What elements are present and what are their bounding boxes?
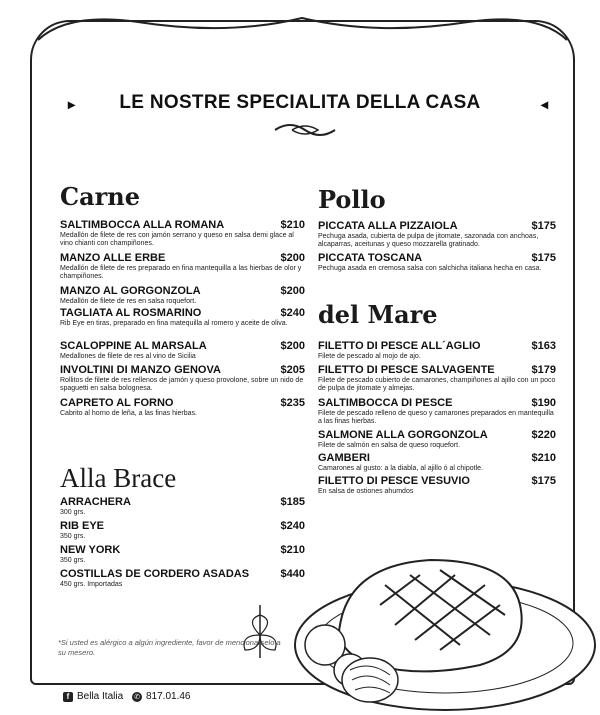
item-price: $175 xyxy=(531,252,556,264)
item-price: $210 xyxy=(531,452,556,464)
menu-item xyxy=(318,340,556,361)
facebook-label: Bella Italia xyxy=(77,691,124,702)
footer-phone xyxy=(132,691,191,702)
item-name: TAGLIATA AL ROSMARINO xyxy=(60,307,202,319)
section-heading-pollo: Pollo xyxy=(318,185,386,214)
item-description: Rollitos de filete de res rellenos de jamón y queso provolone, sobre un nido de spaguetti en salsa bolognesa. xyxy=(60,377,304,392)
item-name: FILETTO DI PESCE ALL´AGLIO xyxy=(318,340,481,352)
item-description: En salsa de ostiones ahumdos xyxy=(318,488,414,495)
menu-item xyxy=(60,520,305,541)
item-name: FILETTO DI PESCE VESUVIO xyxy=(318,475,470,487)
menu-item xyxy=(318,475,556,496)
menu-item xyxy=(60,544,305,565)
item-description: Cabrito al horno de leña, a las finas hierbas. xyxy=(60,410,197,417)
item-name: GAMBERI xyxy=(318,452,370,464)
page-title: LE NOSTRE SPECIALITA DELLA CASA xyxy=(119,92,481,113)
item-name: SALMONE ALLA GORGONZOLA xyxy=(318,429,488,441)
item-name: CAPRETO AL FORNO xyxy=(60,397,174,409)
item-price: $235 xyxy=(280,397,305,409)
item-name: FILETTO DI PESCE SALVAGENTE xyxy=(318,364,495,376)
menu-item xyxy=(318,397,556,426)
allergy-note: *Si usted es alérgico a algún ingrediente, favor de mencionarselo a su mesero. xyxy=(58,638,281,657)
item-price: $205 xyxy=(280,364,305,376)
facebook-icon: f xyxy=(63,692,73,702)
item-price: $200 xyxy=(280,340,305,352)
item-description: Medallones de filete de res al vino de Sicilia xyxy=(60,353,196,360)
item-description: Filete de pescado cubierto de camarones, champiñones al ajillo con un poco de pulpa de jitomate y almejas. xyxy=(318,377,556,392)
item-price: $185 xyxy=(280,496,305,508)
item-description: Medallón de filete de res preparado en fina mantequilla a las hierbas de olor y champiñones. xyxy=(60,265,302,280)
item-name: PICCATA TOSCANA xyxy=(318,252,423,264)
item-name: ARRACHERA xyxy=(60,496,131,508)
menu-item xyxy=(60,285,305,306)
phone-icon: ✆ xyxy=(132,692,142,702)
item-description: Filete de pescado relleno de queso y camarones preparados en mantequilla a las finas hierbas. xyxy=(318,410,554,425)
item-name: NEW YORK xyxy=(60,544,121,556)
section-heading-carne: Carne xyxy=(60,182,141,211)
title-left-ornament: ▸ xyxy=(68,96,76,112)
item-description: Camarones al gusto: a la diabla, al ajillo ó al chipotle. xyxy=(318,465,483,472)
item-description: Rib Eye en tiras, preparado en fina matequilla al romero y aceite de oliva. xyxy=(60,320,288,327)
item-description: Medallón de filete de res en salsa roquefort. xyxy=(60,298,197,305)
item-description: 350 grs. xyxy=(60,533,86,540)
item-price: $179 xyxy=(531,364,556,376)
menu-item xyxy=(60,397,305,418)
menu-item xyxy=(60,219,305,248)
menu-item xyxy=(60,568,305,589)
item-name: MANZO ALLE ERBE xyxy=(60,252,166,264)
menu-item xyxy=(60,364,305,393)
item-name: SALTIMBOCCA ALLA ROMANA xyxy=(60,219,225,231)
item-price: $190 xyxy=(531,397,556,409)
frame-top-ornament xyxy=(28,12,577,42)
item-description: Pechuga asada, cubierta de pulpa de jitomate, sazonada con anchoas, alcaparras, aceitunas y queso mozzarella gratinado. xyxy=(318,233,539,248)
item-description: 450 grs. Importadas xyxy=(60,581,123,588)
item-description: Filete de pescado al mojo de ajo. xyxy=(318,353,421,360)
phone-number: 817.01.46 xyxy=(146,691,191,702)
item-description: 300 grs. xyxy=(60,509,86,516)
section-heading-brace: Alla Brace xyxy=(60,463,177,493)
menu-item xyxy=(60,252,305,281)
title-row xyxy=(40,92,560,114)
item-name: SCALOPPINE AL MARSALA xyxy=(60,340,207,352)
section-heading-mare: del Mare xyxy=(318,300,438,329)
item-price: $175 xyxy=(531,475,556,487)
item-description: 350 grs. xyxy=(60,557,86,564)
item-name: MANZO AL GORGONZOLA xyxy=(60,285,201,297)
title-flourish xyxy=(270,120,340,140)
menu-item xyxy=(60,307,305,328)
item-price: $210 xyxy=(280,544,305,556)
menu-item xyxy=(318,364,556,393)
item-price: $163 xyxy=(531,340,556,352)
item-name: COSTILLAS DE CORDERO ASADAS xyxy=(60,568,250,580)
menu-item xyxy=(318,252,556,273)
item-price: $200 xyxy=(280,285,305,297)
item-name: PICCATA ALLA PIZZAIOLA xyxy=(318,220,458,232)
item-description: Pechuga asada en cremosa salsa con salchicha italiana hecha en casa. xyxy=(318,265,542,272)
item-price: $210 xyxy=(280,219,305,231)
title-right-ornament: ◂ xyxy=(540,96,548,112)
item-name: RIB EYE xyxy=(60,520,105,532)
menu-item xyxy=(318,220,556,249)
menu-item xyxy=(318,452,556,473)
steak-plate-illustration xyxy=(290,545,600,715)
item-name: INVOLTINI DI MANZO GENOVA xyxy=(60,364,221,376)
menu-item xyxy=(60,340,305,361)
item-price: $200 xyxy=(280,252,305,264)
menu-item xyxy=(60,496,305,517)
item-name: SALTIMBOCCA DI PESCE xyxy=(318,397,453,409)
item-price: $240 xyxy=(280,307,305,319)
item-price: $440 xyxy=(280,568,305,580)
item-description: Filete de salmón en salsa de queso roquefort. xyxy=(318,442,461,449)
item-description: Medallón de filete de res con jamón serrano y queso en salsa demi glace al vino chianti con champiñones. xyxy=(60,232,294,247)
footer-facebook xyxy=(63,691,123,702)
menu-item xyxy=(318,429,556,450)
item-price: $220 xyxy=(531,429,556,441)
item-price: $175 xyxy=(531,220,556,232)
item-price: $240 xyxy=(280,520,305,532)
